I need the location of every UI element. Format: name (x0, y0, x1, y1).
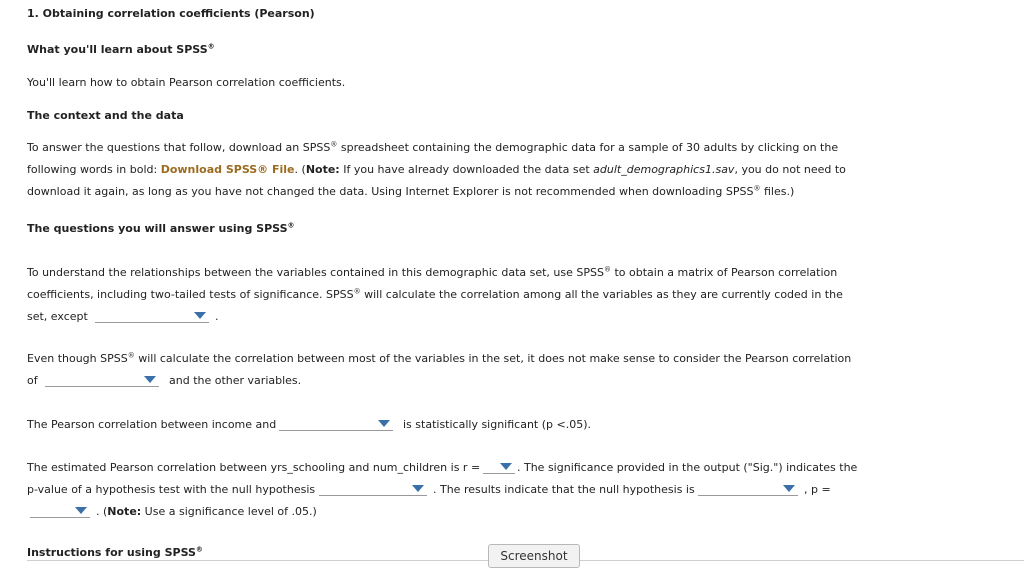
context-line-1: To answer the questions that follow, download an SPSS® spreadsheet containing the demographic data for a sample of 30 adults by clicking on the (27, 140, 839, 154)
q2-line-2b: and the other variables. (169, 374, 302, 387)
q4-line-2b: . The results indicate that the null hypothesis is (433, 483, 695, 496)
q4-line-3: . (Note: Use a significance level of .05.) (96, 505, 317, 518)
q4-null-hypothesis-dropdown[interactable] (319, 481, 427, 496)
q4-null-decision-dropdown[interactable] (698, 481, 798, 496)
caret-down-icon (500, 463, 512, 470)
q4-r-value-dropdown[interactable] (483, 459, 515, 474)
q4-line-1b: . The significance provided in the output ("Sig.") indicates the (517, 461, 858, 474)
questions-heading: The questions you will answer using SPSS® (27, 221, 295, 235)
q4-line-2a: p-value of a hypothesis test with the null hypothesis (27, 483, 316, 496)
caret-down-icon (378, 420, 390, 427)
q3-text-a: The Pearson correlation between income and (27, 418, 277, 431)
q2-line-1: Even though SPSS® will calculate the correlation between most of the variables in the set, it does not make sense to consider the Pearson correlation (27, 351, 852, 365)
q1-period: . (215, 310, 219, 323)
caret-down-icon (194, 312, 206, 319)
download-spss-file-link[interactable]: Download SPSS® File (160, 163, 295, 176)
q4-p-value-dropdown[interactable] (30, 503, 90, 518)
q1-line-1: To understand the relationships between the variables contained in this demographic data set, use SPSS® to obtain a matrix of Pearson correlation (27, 265, 838, 279)
learn-heading: What you'll learn about SPSS® (27, 42, 215, 56)
context-line-3: download it again, as long as you have not changed the data. Using Internet Explorer is not recommended when downloading SPSS® files.) (27, 184, 795, 198)
q1-line-2: coefficients, including two-tailed tests of significance. SPSS® will calculate the correlation among all the variables as they are currently coded in the (27, 287, 843, 301)
q3-variable-dropdown[interactable] (279, 416, 393, 431)
q4-p-label: , p = (804, 483, 831, 496)
page-title: 1. Obtaining correlation coefficients (Pearson) (27, 7, 315, 20)
instructions-heading: Instructions for using SPSS® (27, 545, 203, 559)
context-heading: The context and the data (27, 109, 184, 122)
caret-down-icon (75, 507, 87, 514)
q4-line-1a: The estimated Pearson correlation between yrs_schooling and num_children is r = (27, 461, 481, 474)
screenshot-button[interactable]: Screenshot (488, 544, 580, 568)
q2-variable-dropdown[interactable] (45, 372, 159, 387)
q1-except-dropdown[interactable] (95, 308, 209, 323)
learn-text: You'll learn how to obtain Pearson correlation coefficients. (27, 76, 346, 89)
data-filename: adult_demographics1.sav (593, 163, 735, 176)
q1-line-3a: set, except (27, 310, 88, 323)
caret-down-icon (412, 485, 424, 492)
caret-down-icon (144, 376, 156, 383)
q2-line-2a: of (27, 374, 38, 387)
context-line-2: following words in bold: Download SPSS® File. (Note: If you have already downloaded the data set adult_demographics1.sav, you do not need to (27, 163, 846, 176)
caret-down-icon (783, 485, 795, 492)
q3-text-b: is statistically significant (p <.05). (403, 418, 592, 431)
